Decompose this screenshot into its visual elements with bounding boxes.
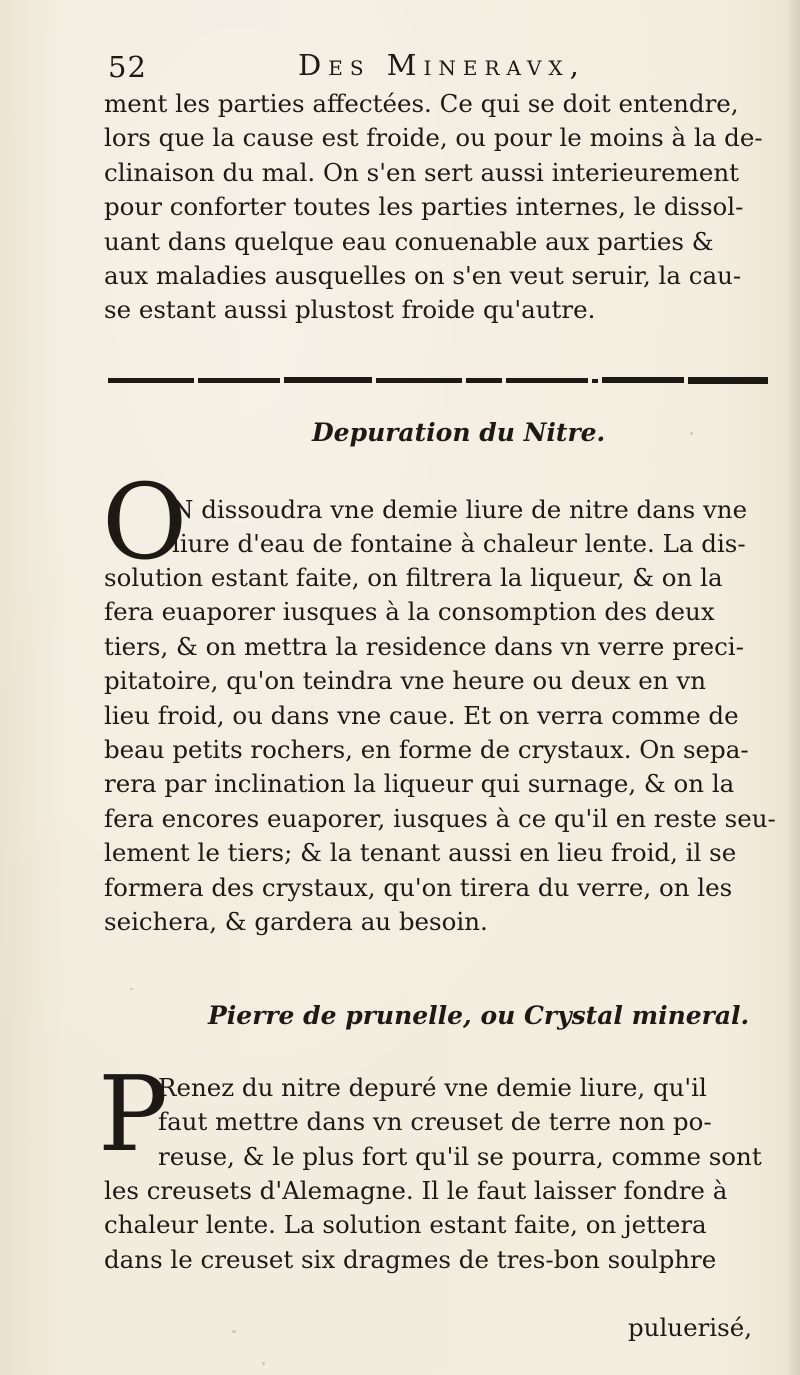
paragraph-opening — [158, 1071, 778, 1174]
text-line: tiers, & on mettra la residence dans vn verre preci- — [104, 631, 744, 661]
text-line: pour conforter toutes les parties internes, le dissol- — [104, 192, 744, 222]
page-edge-shadow — [786, 0, 800, 1375]
text-line: formera des crystaux, qu'on tirera du verre, on les — [104, 872, 733, 902]
text-line: seichera, & gardera au besoin. — [104, 907, 488, 937]
text-line: liure d'eau de fontaine à chaleur lente. La dis- — [172, 529, 746, 559]
text-line: chaleur lente. La solution estant faite, on jettera — [104, 1210, 707, 1240]
text-line: aux maladies ausquelles on s'en veut seruir, la cau- — [104, 261, 742, 291]
paragraph-continued — [104, 87, 776, 328]
text-line: lors que la cause est froide, ou pour le moins à la de- — [104, 123, 763, 153]
drop-cap: P — [98, 1053, 168, 1175]
text-line: beau petits rochers, en forme de crystaux. On sepa- — [104, 735, 749, 765]
text-line: ment les parties affectées. Ce qui se doit entendre, — [104, 89, 739, 118]
drop-cap: O — [102, 461, 188, 583]
text-line: dans le creuset six dragmes de tres-bon soulphre — [104, 1244, 717, 1274]
section-heading: Depuration du Nitre. — [312, 418, 606, 447]
text-line: fera euaporer iusques à la consomption des deux — [104, 597, 715, 627]
page-header — [108, 48, 608, 88]
text-line: se estant aussi plustost froide qu'autre. — [104, 295, 596, 325]
text-line: rera par inclination la liqueur qui surnage, & on la — [104, 769, 735, 799]
section-heading: Pierre de prunelle, ou Crystal mineral. — [208, 1001, 750, 1030]
decorative-rule — [108, 376, 768, 385]
text-line: lieu froid, ou dans vne caue. Et on verra comme de — [104, 700, 739, 730]
page-number: 52 — [108, 50, 147, 84]
paragraph-body — [104, 561, 776, 939]
text-line: faut mettre dans vn creuset de terre non po- — [158, 1107, 712, 1137]
paragraph-body — [104, 1174, 776, 1277]
text-line: N dissoudra vne demie liure de nitre dans vne — [172, 495, 748, 524]
text-line: clinaison du mal. On s'en sert aussi interieurement — [104, 157, 739, 187]
text-line: les creusets d'Alemagne. Il le faut laisser fondre à — [104, 1176, 728, 1205]
text-line: pitatoire, qu'on teindra vne heure ou deux en vn — [104, 666, 706, 696]
running-head: Des Mineravx, — [298, 48, 586, 82]
text-line: fera encores euaporer, iusques à ce qu'il en reste seu- — [104, 803, 776, 833]
text-line: reuse, & le plus fort qu'il se pourra, comme sont — [158, 1141, 762, 1171]
paragraph-opening — [172, 493, 792, 562]
catchword: puluerisé, — [628, 1313, 752, 1342]
text-line: uant dans quelque eau conuenable aux parties & — [104, 226, 714, 256]
text-line: Renez du nitre depuré vne demie liure, qu'il — [158, 1073, 707, 1102]
text-line: lement le tiers; & la tenant aussi en lieu froid, il se — [104, 838, 737, 868]
text-line: solution estant faite, on filtrera la liqueur, & on la — [104, 563, 723, 592]
